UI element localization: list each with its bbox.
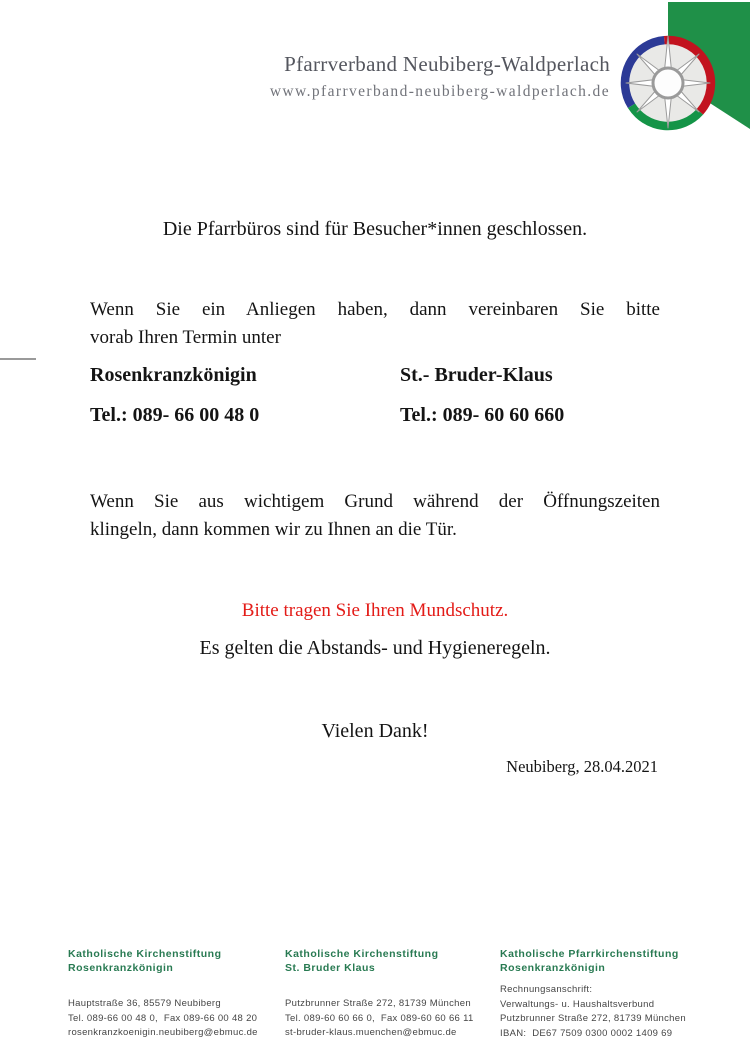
organization-title: Pfarrverband Neubiberg-Waldperlach [284,52,610,76]
letterhead [270,52,610,101]
footer-title: Katholische Pfarrkirchenstiftung [500,948,679,960]
hygiene-rules-notice: Es gelten die Abstands- und Hygieneregeln. [199,637,551,659]
footer-billing-label: Rechnungsanschrift: [500,984,593,995]
thanks-line: Vielen Dank! [321,720,429,742]
footer-details [68,997,280,1041]
footer-title: Katholische Kirchenstiftung [68,948,222,960]
footer-details [285,997,493,1041]
footer-title: Katholische Kirchenstiftung [285,948,439,960]
place-date-line: Neubiberg, 28.04.2021 [506,757,658,776]
parish-logo [600,0,750,145]
contact-rosenkranzkoenigin [90,364,390,427]
footer-phone-fax: Tel. 089-66 00 48 0, Fax 089-66 00 48 20 [68,1012,258,1024]
footer-title: Rosenkranzkönigin [68,961,174,974]
footer-email: rosenkranzkoenigin.neubiberg@ebmuc.de [68,1027,258,1038]
parish-name: Rosenkranzkönigin [90,364,257,386]
footer-title: Rosenkranzkönigin [500,961,606,974]
contact-bruder-klaus [400,364,660,427]
paragraph-line: klingeln, dann kommen wir zu Ihnen an die Tür. [90,519,457,540]
website-url: www.pfarrverband-neubiberg-waldperlach.de [269,83,610,100]
footer-phone-fax: Tel. 089-60 60 66 0, Fax 089-60 60 66 11 [285,1012,474,1024]
footer-column-bruder-klaus [285,948,493,1041]
footer-title: St. Bruder Klaus [285,961,376,974]
compass-center [653,68,683,98]
footer-iban: IBAN: DE67 7509 0300 0002 1409 69 [500,1027,673,1039]
footer-column-rosenkranzkoenigin [68,948,280,1041]
parish-phone: Tel.: 089- 66 00 48 0 [90,404,260,426]
footer-billing-org: Verwaltungs- u. Haushaltsverbund [500,998,655,1010]
notice-headline: Die Pfarrbüros sind für Besucher*innen geschlossen. [162,218,588,240]
paragraph-line: Wenn Sie aus wichtigem Grund während der Öffnungszeiten [90,491,660,512]
paragraph-line: Wenn Sie ein Anliegen haben, dann vereinbaren Sie bitte [90,299,660,320]
parish-phone: Tel.: 089- 60 60 660 [400,404,565,426]
parish-name: St.- Bruder-Klaus [400,364,553,386]
footer-column-pfarrkirchenstiftung [500,948,745,1041]
footer-address: Putzbrunner Straße 272, 81739 München [285,998,471,1009]
footer-details [500,983,745,1041]
mask-notice: Bitte tragen Sie Ihren Mundschutz. [241,600,509,621]
paragraph-doorbell [90,488,660,544]
footer-address: Putzbrunner Straße 272, 81739 München [500,1013,686,1024]
paragraph-appointment [90,296,660,352]
paragraph-line: vorab Ihren Termin unter [90,327,281,348]
footer-email: st-bruder-klaus.muenchen@ebmuc.de [285,1027,457,1038]
fold-mark [0,358,36,360]
footer-address: Hauptstraße 36, 85579 Neubiberg [68,998,221,1009]
